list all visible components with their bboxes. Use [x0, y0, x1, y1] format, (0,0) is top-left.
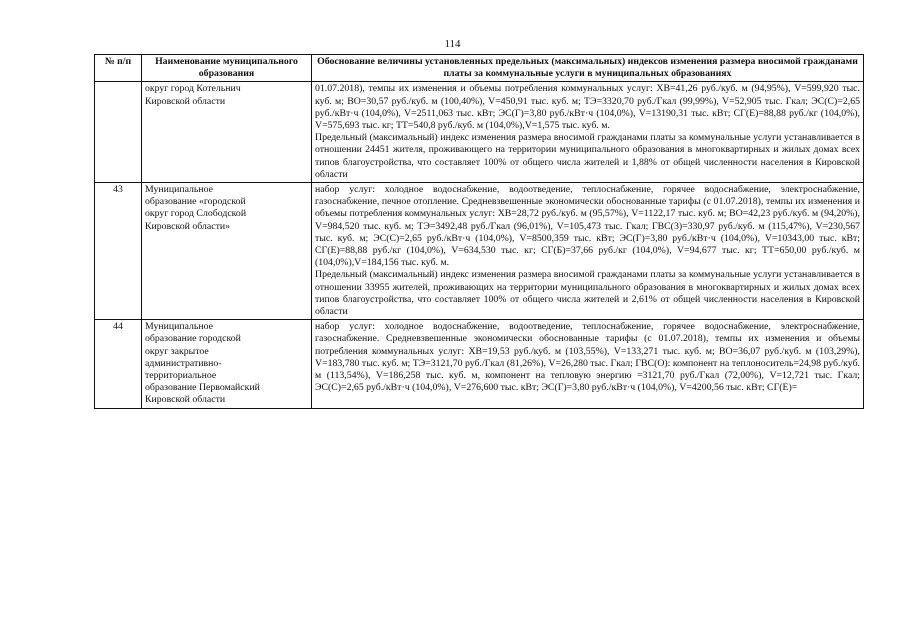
municipality-name-line: образование «городской [145, 196, 246, 208]
basis-text [312, 320, 864, 408]
basis-paragraph: набор услуг: холодное водоснабжение, водоотведение, теплоснабжение, горячее водоснабжение, электроснабжение, газоснабжение, печное отопление. Средневзвешенные экономически обоснованные тарифы (с 01.07.2018), темпы их изменения и объемы потребления коммунальных услуг: ХВ=28,72 руб./куб. м (95,57%), V=1122,17 тыс. куб. м; ВО=42,23 руб./куб. м (94,20%), V=984,520 тыс. куб. м; ТЭ=3492,48 руб./Гкал (96,01%), V=105,473 тыс. Гкал; ГВС(3)=330,97 руб./куб. м (115,47%), V=230,567 тыс. куб. м; ЭС(С)=2,65 руб./кВт·ч (104,0%), V=8500,359 тыс. кВт; ЭС(Г)=3,80 руб./кВт·ч (104,0%), V=10343,00 тыс. кВт; СГ(Е)=88,88 руб./кг (104,0%), V=634,530 тыс. кг; СГ(Б)=37,66 руб./кг (104,0%), V=94,677 тыс. кг; ТТ=650,00 руб./куб. м (104,0%),V=184,156 тыс. куб. м. [315, 184, 860, 269]
municipality-name-line: образование Первомайский [145, 382, 260, 394]
municipality-name-line: округ закрытое [145, 345, 209, 357]
municipality-name [142, 82, 312, 183]
row-number: 43 [95, 183, 142, 320]
municipality-name-line: Муниципальное [145, 184, 213, 196]
municipality-name [142, 320, 312, 408]
basis-text [312, 183, 864, 320]
municipality-name-line: территориальное [145, 370, 217, 382]
municipality-name-line: Кировской области» [145, 220, 230, 232]
table-header-row [95, 55, 864, 82]
basis-paragraph: Предельный (максимальный) индекс изменения размера вносимой гражданами платы за коммунальные услуги устанавливается в отношении 33955 жителей, проживающих на территории муниципального образования в многоквартирных и жилых домах всех типов благоустройства, что составляет 100% от общего числа жителей и 2,61% от общей численности населения в Кировской области [315, 269, 860, 318]
municipality-name-line: образование городской [145, 333, 241, 345]
municipality-name-line: административно- [145, 357, 222, 369]
basis-paragraph: набор услуг: холодное водоснабжение, водоотведение, теплоснабжение, горячее водоснабжение, электроснабжение, газоснабжение. Средневзвешенные экономически обоснованные тарифы (с 01.07.2018), темпы их изменения и объемы потребления коммунальных услуг: ХВ=19,53 руб./куб. м (103,55%), V=133,271 тыс. куб. м; ВО=36,07 руб./куб. м (103,29%), V=183,780 тыс. куб. м; ТЭ=3121,70 руб./Гкал (81,26%), V=26,280 тыс. Гкал; ГВС(О): компонент на теплоноситель=24,98 руб./куб. м (113,54%), V=186,258 тыс. куб. м, компонент на тепловую энергию =3121,70 руб./Гкал (72,00%), V=12,721 тыс. Гкал; ЭС(С)=2,65 руб./кВт·ч (104,0%), V=276,600 тыс. кВт; ЭС(Г)=3,80 руб./кВт·ч (104,0%), V=4200,56 тыс. кВт; СГ(Е)= [315, 321, 860, 394]
table-row [95, 82, 864, 183]
row-number [95, 82, 142, 183]
municipality-name-line: Кировской области [145, 394, 226, 406]
municipality-name [142, 183, 312, 320]
municipality-name-line: Муниципальное [145, 321, 213, 333]
basis-paragraph: 01.07.2018), темпы их изменения и объемы потребления коммунальных услуг: ХВ=41,26 руб./куб. м (94,95%), V=599,920 тыс. куб. м; ВО=30,57 руб./куб. м (100,40%), V=450,91 тыс. куб. м; ТЭ=3320,70 руб./Гкал (99,99%), V=52,905 тыс. Гкал; ЭС(С)=2,65 руб./кВт·ч (104,0%), V=2511,063 тыс. кВт; ЭС(Г)=3,80 руб./кВт·ч (104,0%), V=13190,31 тыс. кВт; СГ(Е)=88,88 руб./кг (104,0%), V=575,693 тыс. кг; ТТ=540,8 руб./куб. м (104,0%),V=1,575 тыс. куб. м. [315, 83, 860, 132]
tariff-table [94, 54, 864, 409]
table-row [95, 183, 864, 320]
municipality-name-line: Кировской области [145, 95, 226, 107]
municipality-name-line: округ город Слободской [145, 208, 247, 220]
municipality-name-line: округ город Котельнич [145, 83, 241, 95]
basis-paragraph: Предельный (максимальный) индекс изменения размера вносимой гражданами платы за коммунальные услуги устанавливается в отношении 24451 жителя, проживающего на территории муниципального образования в многоквартирных и жилых домах всех типов благоустройства, что составляет 100% от общего числа жителей и 1,88% от общей численности населения в Кировской области [315, 132, 860, 180]
basis-text [312, 82, 864, 183]
row-number: 44 [95, 320, 142, 408]
header-number: № п/п [95, 55, 142, 82]
header-basis: Обоснование величины установленных предельных (максимальных) индексов изменения размера вносимой гражданами платы за коммунальные услуги в муниципальных образованиях [312, 55, 864, 82]
header-municipality-name: Наименование муниципального образования [142, 55, 312, 82]
page-number: 114 [444, 38, 461, 50]
table-row [95, 320, 864, 408]
